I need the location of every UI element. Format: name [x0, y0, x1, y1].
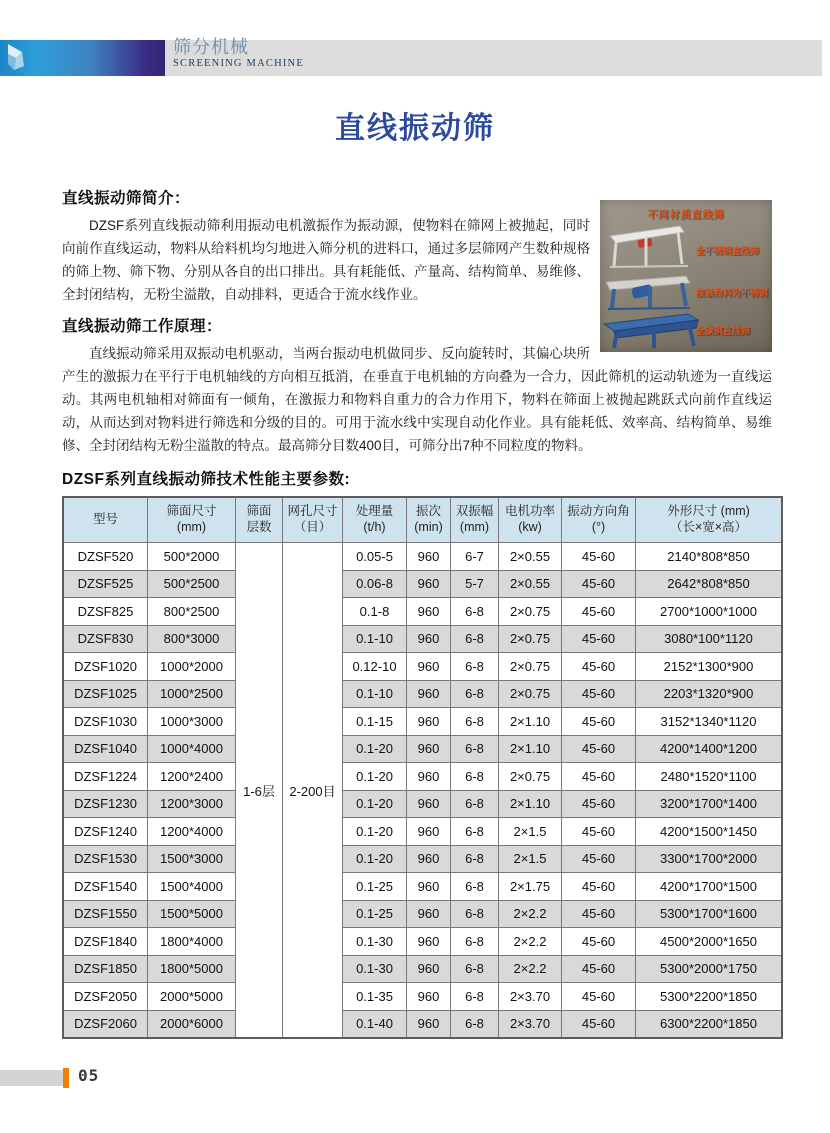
cell-amplitude: 6-8: [451, 955, 499, 983]
cell-angle: 45-60: [562, 928, 636, 956]
cell-power: 2×3.70: [499, 1010, 562, 1038]
page-title: 直线振动筛: [335, 112, 495, 145]
cell-capacity: 0.1-25: [343, 900, 407, 928]
cell-dimensions: 2140*808*850: [636, 543, 783, 571]
footer-bar: [0, 1070, 63, 1086]
table-row: [63, 790, 782, 818]
cell-frequency: 960: [407, 900, 451, 928]
contact-stainless-screen-illustration-icon: [602, 272, 702, 317]
cell-amplitude: 6-8: [451, 625, 499, 653]
cell-frequency: 960: [407, 543, 451, 571]
cell-screen-size: 500*2500: [148, 570, 236, 598]
cell-amplitude: 6-7: [451, 543, 499, 571]
cell-frequency: 960: [407, 983, 451, 1011]
company-logo-icon: [4, 42, 38, 79]
spec-table-heading: DZSF系列直线振动筛技术性能主要参数:: [62, 471, 351, 488]
cell-amplitude: 6-8: [451, 680, 499, 708]
cell-capacity: 0.1-25: [343, 873, 407, 901]
cell-power: 2×0.75: [499, 598, 562, 626]
cell-model: DZSF2050: [63, 983, 148, 1011]
cell-capacity: 0.1-10: [343, 625, 407, 653]
table-row: [63, 543, 782, 571]
cell-amplitude: 6-8: [451, 763, 499, 791]
cell-capacity: 0.1-20: [343, 790, 407, 818]
principle-heading: 直线振动筛工作原理：: [62, 318, 223, 335]
brand-name-cn: 筛分机械: [173, 37, 249, 57]
cell-amplitude: 6-8: [451, 845, 499, 873]
cell-model: DZSF1020: [63, 653, 148, 681]
table-row: [63, 845, 782, 873]
cell-amplitude: 6-8: [451, 1010, 499, 1038]
column-header: 电机功率 (kw): [499, 497, 562, 543]
spec-table-header-row: [63, 497, 782, 543]
cell-amplitude: 6-8: [451, 818, 499, 846]
cell-power: 2×2.2: [499, 928, 562, 956]
cell-amplitude: 6-8: [451, 708, 499, 736]
cell-power: 2×0.75: [499, 653, 562, 681]
cell-angle: 45-60: [562, 570, 636, 598]
cell-layers-merged: 1-6层: [236, 543, 283, 1039]
cell-amplitude: 5-7: [451, 570, 499, 598]
cell-model: DZSF1850: [63, 955, 148, 983]
cell-screen-size: 1500*4000: [148, 873, 236, 901]
cell-angle: 45-60: [562, 625, 636, 653]
column-header: 振次 (min): [407, 497, 451, 543]
cell-angle: 45-60: [562, 680, 636, 708]
cell-dimensions: 2642*808*850: [636, 570, 783, 598]
cell-screen-size: 800*3000: [148, 625, 236, 653]
figure-label-stainless: 全不锈钢直线筛: [696, 246, 760, 256]
cell-screen-size: 1800*5000: [148, 955, 236, 983]
table-row: [63, 983, 782, 1011]
cell-angle: 45-60: [562, 955, 636, 983]
cell-angle: 45-60: [562, 845, 636, 873]
cell-model: DZSF830: [63, 625, 148, 653]
figure-title: 不同材质直线筛: [647, 210, 725, 221]
cell-power: 2×1.5: [499, 845, 562, 873]
cell-capacity: 0.1-30: [343, 955, 407, 983]
cell-frequency: 960: [407, 1010, 451, 1038]
cell-dimensions: 2203*1320*900: [636, 680, 783, 708]
brand-text-block: [173, 38, 304, 70]
cell-model: DZSF1240: [63, 818, 148, 846]
cell-model: DZSF520: [63, 543, 148, 571]
table-row: [63, 680, 782, 708]
cell-model: DZSF1224: [63, 763, 148, 791]
cell-frequency: 960: [407, 570, 451, 598]
cell-power: 2×1.10: [499, 708, 562, 736]
cell-amplitude: 6-8: [451, 873, 499, 901]
brand-gradient-bar: [0, 40, 165, 76]
cell-power: 2×3.70: [499, 983, 562, 1011]
cell-frequency: 960: [407, 708, 451, 736]
cell-angle: 45-60: [562, 873, 636, 901]
cell-model: DZSF1230: [63, 790, 148, 818]
column-header: 型号: [63, 497, 148, 543]
figure-label-carbon-steel: 全碳钢直线筛: [696, 326, 751, 336]
table-row: [63, 763, 782, 791]
cell-model: DZSF1550: [63, 900, 148, 928]
cell-power: 2×1.10: [499, 735, 562, 763]
cell-capacity: 0.06-8: [343, 570, 407, 598]
cell-angle: 45-60: [562, 818, 636, 846]
table-row: [63, 625, 782, 653]
table-row: [63, 735, 782, 763]
table-row: [63, 818, 782, 846]
cell-amplitude: 6-8: [451, 653, 499, 681]
cell-dimensions: 2700*1000*1000: [636, 598, 783, 626]
table-row: [63, 955, 782, 983]
cell-amplitude: 6-8: [451, 790, 499, 818]
intro-paragraph: DZSF系列直线振动筛利用振动电机激振作为振动源，使物料在筛网上被抛起，同时向前作直线运动，物料从给料机均匀地进入筛分机的进料口，通过多层筛网产生数种规格的筛上物、筛下物、分别从各自的出口排出。具有耗能低、产量高、结构简单、易维修、全封闭结构，无粉尘溢散，自动排料，更适合于流水线作业。: [62, 218, 590, 302]
cell-mesh-merged: 2-200目: [283, 543, 343, 1039]
footer-accent-mark: [63, 1068, 69, 1088]
brand-name-en: SCREENING MACHINE: [173, 58, 304, 69]
principle-paragraph: 直线振动筛采用双振动电机驱动，当两台振动电机做同步、反向旋转时，其偏心块所产生的激振力在平行于电机轴线的方向相互抵消，在垂直于电机轴的方向叠为一合力，因此筛机的运动轨迹为一直线运动。其两电机轴相对筛面有一倾角，在激振力和物料自重力的合力作用下，物料在筛面上被抛起跳跃式向前作直线运动，从而达到对物料进行筛选和分级的目的。可用于流水线中实现自动化作业。具有能耗低、效率高、结构简单、易维修、全封闭结构无粉尘溢散的特点。最高筛分目数400目，可筛分出7种不同粒度的物料。: [62, 346, 772, 453]
cell-power: 2×0.55: [499, 543, 562, 571]
cell-angle: 45-60: [562, 543, 636, 571]
cell-screen-size: 1000*2000: [148, 653, 236, 681]
cell-capacity: 0.1-20: [343, 763, 407, 791]
main-content: [62, 186, 772, 1039]
cell-amplitude: 6-8: [451, 598, 499, 626]
cell-power: 2×2.2: [499, 955, 562, 983]
column-header: 网孔尺寸 （目）: [283, 497, 343, 543]
cell-dimensions: 4200*1700*1500: [636, 873, 783, 901]
cell-dimensions: 4200*1400*1200: [636, 735, 783, 763]
cell-screen-size: 1200*4000: [148, 818, 236, 846]
cell-power: 2×0.75: [499, 680, 562, 708]
cell-frequency: 960: [407, 790, 451, 818]
cell-capacity: 0.1-35: [343, 983, 407, 1011]
cell-screen-size: 500*2000: [148, 543, 236, 571]
cell-frequency: 960: [407, 873, 451, 901]
cell-amplitude: 6-8: [451, 928, 499, 956]
cell-frequency: 960: [407, 763, 451, 791]
cell-angle: 45-60: [562, 763, 636, 791]
cell-capacity: 0.12-10: [343, 653, 407, 681]
cell-amplitude: 6-8: [451, 983, 499, 1011]
intro-heading: 直线振动筛简介：: [62, 190, 191, 207]
figure-label-contact-stainless: 接触物料为不锈钢: [696, 288, 769, 298]
cell-capacity: 0.1-10: [343, 680, 407, 708]
cell-model: DZSF1540: [63, 873, 148, 901]
cell-model: DZSF2060: [63, 1010, 148, 1038]
page-number: 05: [78, 1066, 100, 1085]
column-header: 筛面 层数: [236, 497, 283, 543]
cell-dimensions: 5300*2000*1750: [636, 955, 783, 983]
cell-screen-size: 1000*3000: [148, 708, 236, 736]
cell-angle: 45-60: [562, 790, 636, 818]
cell-screen-size: 1200*3000: [148, 790, 236, 818]
cell-screen-size: 1000*2500: [148, 680, 236, 708]
cell-dimensions: 6300*2200*1850: [636, 1010, 783, 1038]
cell-dimensions: 2480*1520*1100: [636, 763, 783, 791]
table-row: [63, 928, 782, 956]
table-row: [63, 900, 782, 928]
cell-power: 2×1.75: [499, 873, 562, 901]
cell-power: 2×0.75: [499, 763, 562, 791]
cell-frequency: 960: [407, 625, 451, 653]
stainless-screen-illustration-icon: [602, 222, 702, 275]
table-row: [63, 653, 782, 681]
cell-frequency: 960: [407, 955, 451, 983]
cell-power: 2×1.5: [499, 818, 562, 846]
cell-dimensions: 4200*1500*1450: [636, 818, 783, 846]
cell-capacity: 0.1-40: [343, 1010, 407, 1038]
spec-table: [62, 496, 783, 1039]
cell-model: DZSF1040: [63, 735, 148, 763]
cell-screen-size: 1800*4000: [148, 928, 236, 956]
cell-screen-size: 1500*3000: [148, 845, 236, 873]
cell-power: 2×0.55: [499, 570, 562, 598]
cell-frequency: 960: [407, 928, 451, 956]
product-photo-panel: [600, 200, 772, 352]
cell-screen-size: 800*2500: [148, 598, 236, 626]
cell-model: DZSF525: [63, 570, 148, 598]
table-row: [63, 1010, 782, 1038]
table-row: [63, 570, 782, 598]
cell-frequency: 960: [407, 845, 451, 873]
cell-angle: 45-60: [562, 598, 636, 626]
cell-dimensions: 3152*1340*1120: [636, 708, 783, 736]
cell-model: DZSF1025: [63, 680, 148, 708]
cell-dimensions: 4500*2000*1650: [636, 928, 783, 956]
cell-frequency: 960: [407, 653, 451, 681]
cell-power: 2×2.2: [499, 900, 562, 928]
cell-angle: 45-60: [562, 735, 636, 763]
table-row: [63, 708, 782, 736]
spec-table-head: [63, 497, 782, 543]
cell-dimensions: 3080*100*1120: [636, 625, 783, 653]
column-header: 双振幅 (mm): [451, 497, 499, 543]
cell-frequency: 960: [407, 735, 451, 763]
cell-capacity: 0.1-20: [343, 735, 407, 763]
cell-frequency: 960: [407, 680, 451, 708]
table-row: [63, 873, 782, 901]
cell-angle: 45-60: [562, 708, 636, 736]
column-header: 处理量 (t/h): [343, 497, 407, 543]
cell-dimensions: 3200*1700*1400: [636, 790, 783, 818]
cell-capacity: 0.05-5: [343, 543, 407, 571]
cell-screen-size: 1200*2400: [148, 763, 236, 791]
cell-capacity: 0.1-8: [343, 598, 407, 626]
cell-screen-size: 2000*6000: [148, 1010, 236, 1038]
column-header: 筛面尺寸 (mm): [148, 497, 236, 543]
cell-capacity: 0.1-30: [343, 928, 407, 956]
cell-angle: 45-60: [562, 983, 636, 1011]
cell-power: 2×1.10: [499, 790, 562, 818]
cell-screen-size: 1000*4000: [148, 735, 236, 763]
cell-dimensions: 5300*2200*1850: [636, 983, 783, 1011]
carbon-steel-screen-illustration-icon: [602, 312, 706, 355]
cell-amplitude: 6-8: [451, 900, 499, 928]
cell-angle: 45-60: [562, 900, 636, 928]
cell-model: DZSF1530: [63, 845, 148, 873]
column-header: 振动方向角 (°): [562, 497, 636, 543]
cell-capacity: 0.1-20: [343, 845, 407, 873]
cell-dimensions: 2152*1300*900: [636, 653, 783, 681]
column-header: 外形尺寸 (mm) （长×宽×高）: [636, 497, 783, 543]
cell-angle: 45-60: [562, 1010, 636, 1038]
cell-frequency: 960: [407, 818, 451, 846]
cell-model: DZSF1840: [63, 928, 148, 956]
spec-table-body: [63, 543, 782, 1039]
cell-model: DZSF825: [63, 598, 148, 626]
cell-dimensions: 3300*1700*2000: [636, 845, 783, 873]
cell-model: DZSF1030: [63, 708, 148, 736]
cell-angle: 45-60: [562, 653, 636, 681]
cell-frequency: 960: [407, 598, 451, 626]
cell-amplitude: 6-8: [451, 735, 499, 763]
cell-capacity: 0.1-15: [343, 708, 407, 736]
cell-screen-size: 2000*5000: [148, 983, 236, 1011]
cell-power: 2×0.75: [499, 625, 562, 653]
cell-screen-size: 1500*5000: [148, 900, 236, 928]
table-row: [63, 598, 782, 626]
cell-capacity: 0.1-20: [343, 818, 407, 846]
cell-dimensions: 5300*1700*1600: [636, 900, 783, 928]
